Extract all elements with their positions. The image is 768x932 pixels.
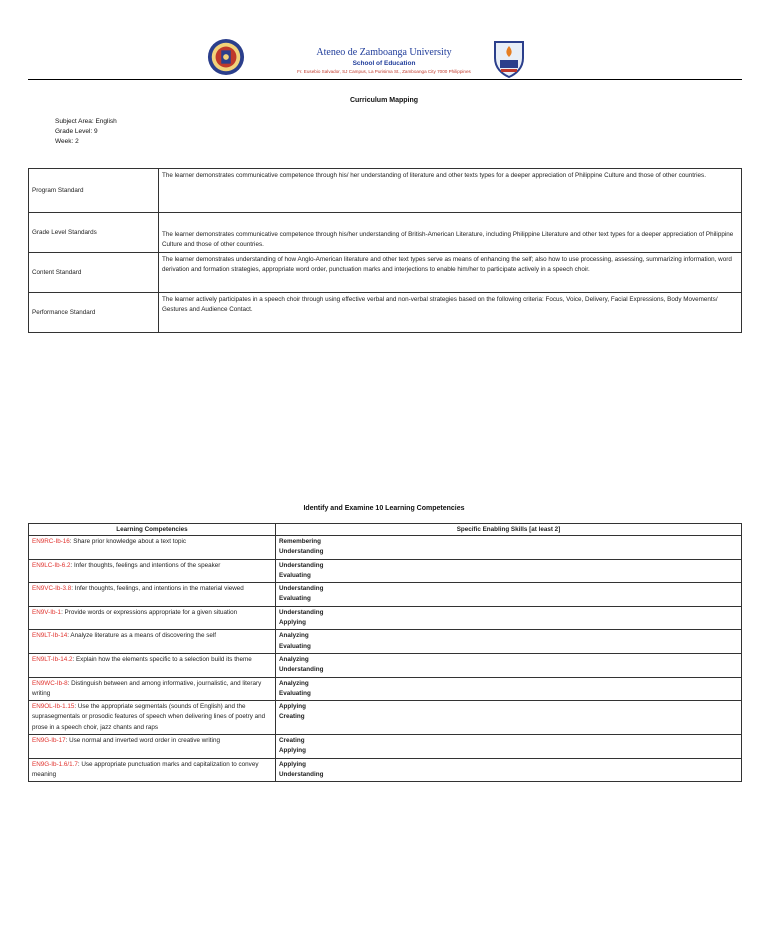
skill: Understanding (279, 608, 324, 616)
skill: Analyzing (279, 655, 309, 663)
competency-text: : Use the appropriate segmentals (sounds of English) and the suprasegmentals or prosodic features of speech when delivering lines of poetry and prose in a speech choir, jazz chants and raps (32, 703, 266, 731)
competency-text: : Use appropriate punctuation marks and capitalization to convey meaning (32, 760, 259, 778)
table-row (29, 677, 742, 701)
table-row (29, 758, 742, 782)
skill: Understanding (279, 548, 324, 556)
competency-code: EN9LT-Ib-14.2 (32, 655, 73, 663)
skills-cell (276, 653, 742, 677)
competency-text: : Distinguish between and among informative, journalistic, and literary writing (32, 679, 262, 697)
skills-cell (276, 583, 742, 607)
competency-code: EN9RC-Ib-16 (32, 538, 70, 545)
skill: Evaluating (279, 689, 311, 697)
competencies-table (28, 523, 742, 782)
skill: Understanding (279, 585, 324, 593)
skill: Understanding (279, 770, 324, 778)
skill: Analyzing (279, 632, 309, 640)
skill: Understanding (279, 561, 324, 569)
table-row (29, 735, 742, 759)
competency-cell (29, 559, 276, 583)
skills-cell (276, 536, 742, 560)
standard-text: The learner demonstrates communicative competence through his/ her understanding of literature and other texts types for a deeper appreciation of Philippine Culture and those of other countries. (159, 169, 742, 213)
skill: Creating (279, 713, 305, 721)
competency-cell (29, 653, 276, 677)
competency-cell (29, 630, 276, 654)
column-header: Specific Enabling Skills [at least 2] (276, 524, 742, 536)
skill: Applying (279, 747, 306, 755)
skill: Analyzing (279, 679, 309, 687)
competency-cell (29, 536, 276, 560)
table-row (29, 253, 742, 293)
skills-cell (276, 559, 742, 583)
standard-label: Program Standard (29, 169, 159, 213)
grade-level: Grade Level: 9 (55, 128, 98, 135)
section-title: Identify and Examine 10 Learning Competencies (303, 505, 465, 512)
competency-code: EN9LT-Ib-14 (32, 632, 68, 640)
table-row (29, 606, 742, 630)
competency-cell (29, 735, 276, 759)
header-row (29, 524, 742, 536)
university-name: Ateneo de Zamboanga University (316, 47, 452, 58)
competency-text: : Infer thoughts, feelings, and intentions in the material viewed (71, 585, 244, 593)
table-row (29, 536, 742, 560)
table-row (29, 653, 742, 677)
standard-text: The learner actively participates in a speech choir through using effective verbal and non-verbal strategies based on the following criteria: Focus, Voice, Delivery, Facial Expressions, Body Movements/ Gestures and Audience Contact. (159, 293, 742, 333)
standard-label: Content Standard (29, 253, 159, 293)
school-shield-icon (492, 38, 526, 78)
skill: Applying (279, 619, 306, 627)
standards-table (28, 168, 742, 333)
table-row (29, 701, 742, 735)
column-header: Learning Competencies (29, 524, 276, 536)
competency-cell (29, 758, 276, 782)
table-row (29, 169, 742, 213)
standard-label: Performance Standard (29, 293, 159, 333)
letterhead (0, 30, 768, 80)
table-row (29, 293, 742, 333)
skill: Understanding (279, 666, 324, 674)
skill: Applying (279, 760, 306, 768)
competency-cell (29, 583, 276, 607)
competency-cell (29, 677, 276, 701)
header-rule (28, 79, 742, 80)
table-row (29, 213, 742, 253)
skill: Evaluating (279, 571, 311, 579)
subject-area: Subject Area: English (55, 118, 117, 125)
competency-text: : Provide words or expressions appropriate for a given situation (61, 608, 238, 616)
skills-cell (276, 735, 742, 759)
skills-cell (276, 677, 742, 701)
competency-code: EN9OL-Ib-1.15 (32, 703, 75, 711)
table-row (29, 583, 742, 607)
standard-text: The learner demonstrates understanding of how Anglo-American literature and other text types serve as means of enhancing the self; also how to use processing, assessing, summarizing information, word derivation and formation strategies, appropriate word order, punctuation marks and interjections to enable him/her to participate actively in a speech choir. (159, 253, 742, 293)
skills-cell (276, 701, 742, 735)
school-name: School of Education (352, 60, 416, 67)
skills-cell (276, 606, 742, 630)
competency-code: EN9LC-Ib-6.2 (32, 561, 71, 569)
competency-code: EN9V-Ib-1 (32, 608, 62, 616)
competency-text: : Explain how the elements specific to a selection build its theme (72, 655, 252, 663)
competency-text: : Analyze literature as a means of discovering the self (67, 632, 216, 640)
standard-label: Grade Level Standards (29, 213, 159, 253)
address: Fr. Eusebio Salvador, SJ Campus, La Purisima St., Zamboanga City 7000 Philippines (297, 69, 471, 74)
competency-text: : Share prior knowledge about a text topic (69, 538, 187, 545)
standard-text: The learner demonstrates communicative competence through his/her understanding of British-American Literature, including Philippine Literature and other text types for a deeper appreciation of Philippine Culture and those of other countries. (159, 213, 742, 253)
skills-cell (276, 758, 742, 782)
skill: Evaluating (279, 642, 311, 650)
skill: Remembering (279, 538, 321, 545)
competency-code: EN9G-Ib-1.6/1.7 (32, 760, 78, 768)
skills-cell (276, 630, 742, 654)
skill: Evaluating (279, 595, 311, 603)
competency-code: EN9WC-Ib-8 (32, 679, 68, 687)
competency-cell (29, 701, 276, 735)
competency-text: : Infer thoughts, feelings and intentions of the speaker (70, 561, 221, 569)
competency-code: EN9VC-Ib-3.8 (32, 585, 72, 593)
course-info (55, 117, 117, 147)
skill: Creating (279, 737, 305, 745)
competency-text: : Use normal and inverted word order in creative writing (65, 737, 220, 745)
skill: Applying (279, 703, 306, 711)
table-row (29, 559, 742, 583)
week: Week: 2 (55, 138, 79, 145)
table-row (29, 630, 742, 654)
competency-cell (29, 606, 276, 630)
competency-code: EN9G-Ib-17 (32, 737, 66, 745)
page-title: Curriculum Mapping (349, 97, 419, 104)
